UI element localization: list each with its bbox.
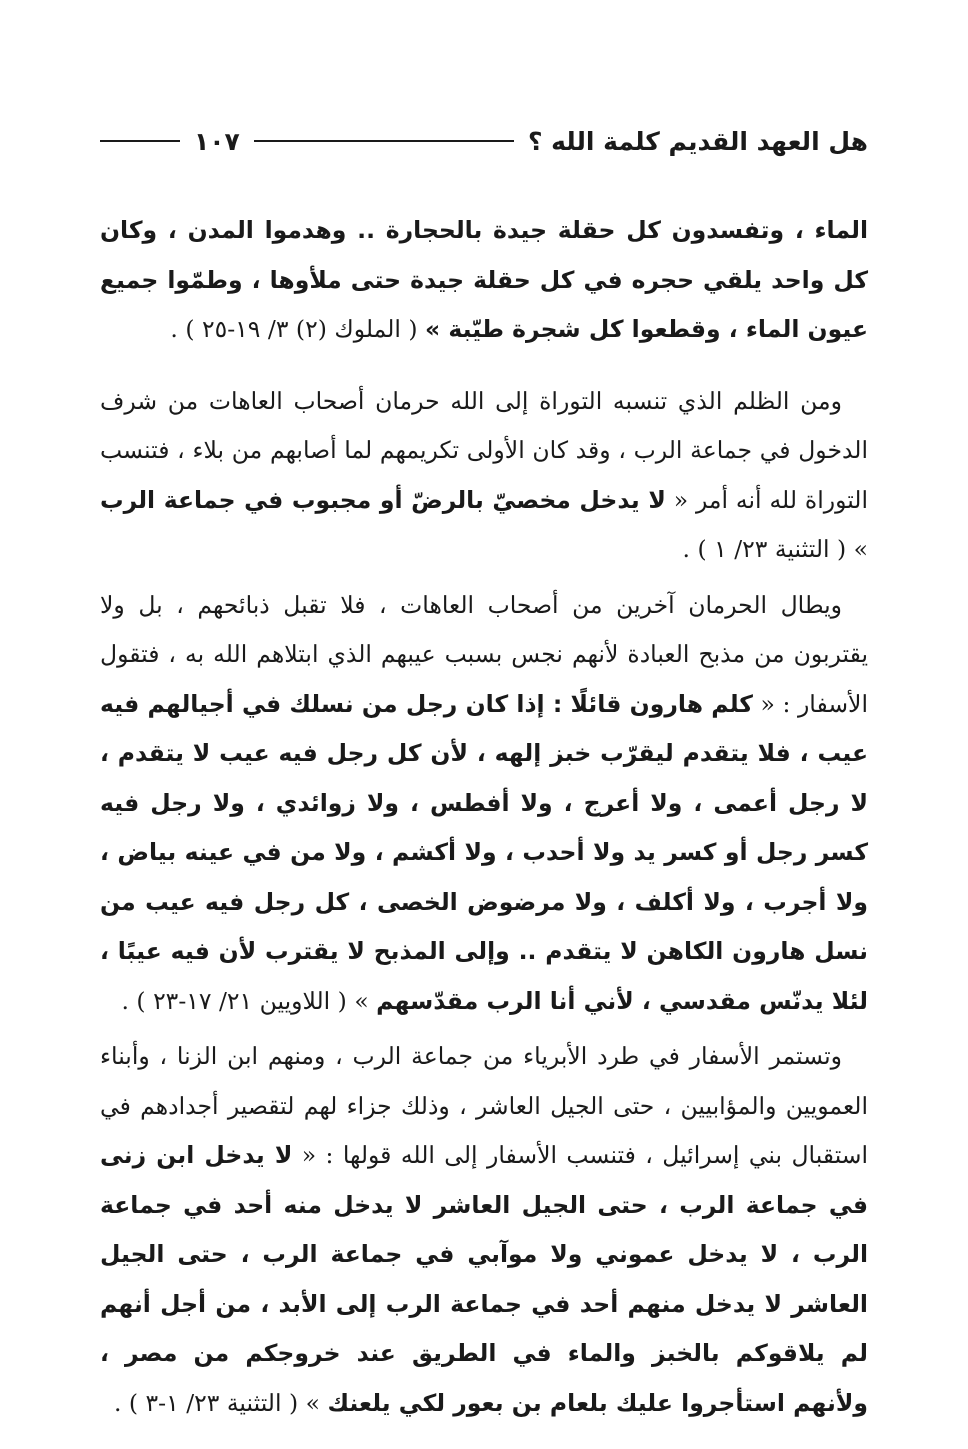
citation-text: » ( التثنية ٢٣/ ١ ) . [682,535,868,563]
paragraph-1 [100,206,868,355]
quote-text: الماء ، وتفسدون كل حقلة جيدة بالحجارة .. وهدموا المدن ، وكان كل واحد يلقي حجره في كل حقلة جيدة حتى ملأوها ، وطمّوا جميع عيون الماء ، وقطعوا كل شجرة طيّبة » [100,216,868,343]
paragraph-text: ومن الظلم الذي تنسبه التوراة إلى الله حرمان أصحاب العاهات من شرف الدخول في جماعة الرب ، وقد كان الأولى تكريمهم لما أصابهم من بلاء ، فتنسب التوراة لله أنه أمر « [100,386,868,514]
quote-text: لا يدخل مخصيّ بالرضّ أو مجبوب في جماعة الرب [100,485,666,514]
body-text [100,206,868,1428]
page-number: ١٠٧ [194,126,240,156]
paragraph-text: ويطال الحرمان آخرين من أصحاب العاهات ، فلا تقبل ذبائحهم ، بل ولا يقتربون من مذبح العبادة لأنهم نجس بسبب عيبهم الذي ابتلاهم الله به ، فتقول الأسفار : « [100,590,868,718]
citation-text: » ( التثنية ٢٣/ ١-٣ ) . [113,1388,328,1417]
book-title: هل العهد القديم كلمة الله ؟ [527,126,868,156]
paragraph-2 [100,377,868,575]
header-rule [254,140,514,142]
citation-text: ( الملوك (٢) ٣/ ١٩-٢٥ ) . [170,315,426,343]
paragraph-4 [100,1032,868,1428]
paragraph-text: وتستمر الأسفار في طرد الأبرياء من جماعة الرب ، ومنهم ابن الزنا ، وأبناء العمويين والمؤابيين ، حتى الجيل العاشر ، وذلك جزاء لهم لتقصير أجدادهم في استقبال بني إسرائيل ، فتنسب الأسفار إلى الله قولها : « [100,1042,868,1169]
citation-text: » ( اللاويين ٢١/ ١٧-٢٣ ) . [121,986,377,1015]
quote-text: كلم هارون قائلًا : إذا كان رجل من نسلك في أجيالهم فيه عيب ، فلا يتقدم ليقرّب خبز إلهه ، لأن كل رجل فيه عيب لا يتقدم ، لا رجل أعمى ، ولا أعرج ، ولا أفطس ، ولا زوائدي ، ولا رجل فيه كسر رجل أو كسر يد ولا أحدب ، ولا أكشم ، ولا من في عينه بياض ، ولا أجرب ، ولا أكلف ، ولا مرضوض الخصى ، كل رجل فيه عيب من نسل هارون الكاهن لا يتقدم .. وإلى المذبح لا يقترب لأن فيه عيبًا ، لئلا يدنّس مقدسي ، لأني أنا الرب مقدّسهم [100,689,868,1015]
header-rule-end [100,140,180,142]
paragraph-3 [100,581,868,1027]
running-header [100,118,868,164]
quote-text: لا يدخل ابن زنى في جماعة الرب ، حتى الجيل العاشر لا يدخل منه أحد في جماعة الرب ، لا يدخل عموني ولا موآبي في جماعة الرب ، حتى الجيل العاشر لا يدخل منهم أحد في جماعة الرب إلى الأبد ، من أجل أنهم لم يلاقوكم بالخبز والماء في الطريق عند خروجكم من مصر ، ولأنهم استأجروا عليك بلعام بن بعور لكي يلعنك [100,1141,868,1417]
